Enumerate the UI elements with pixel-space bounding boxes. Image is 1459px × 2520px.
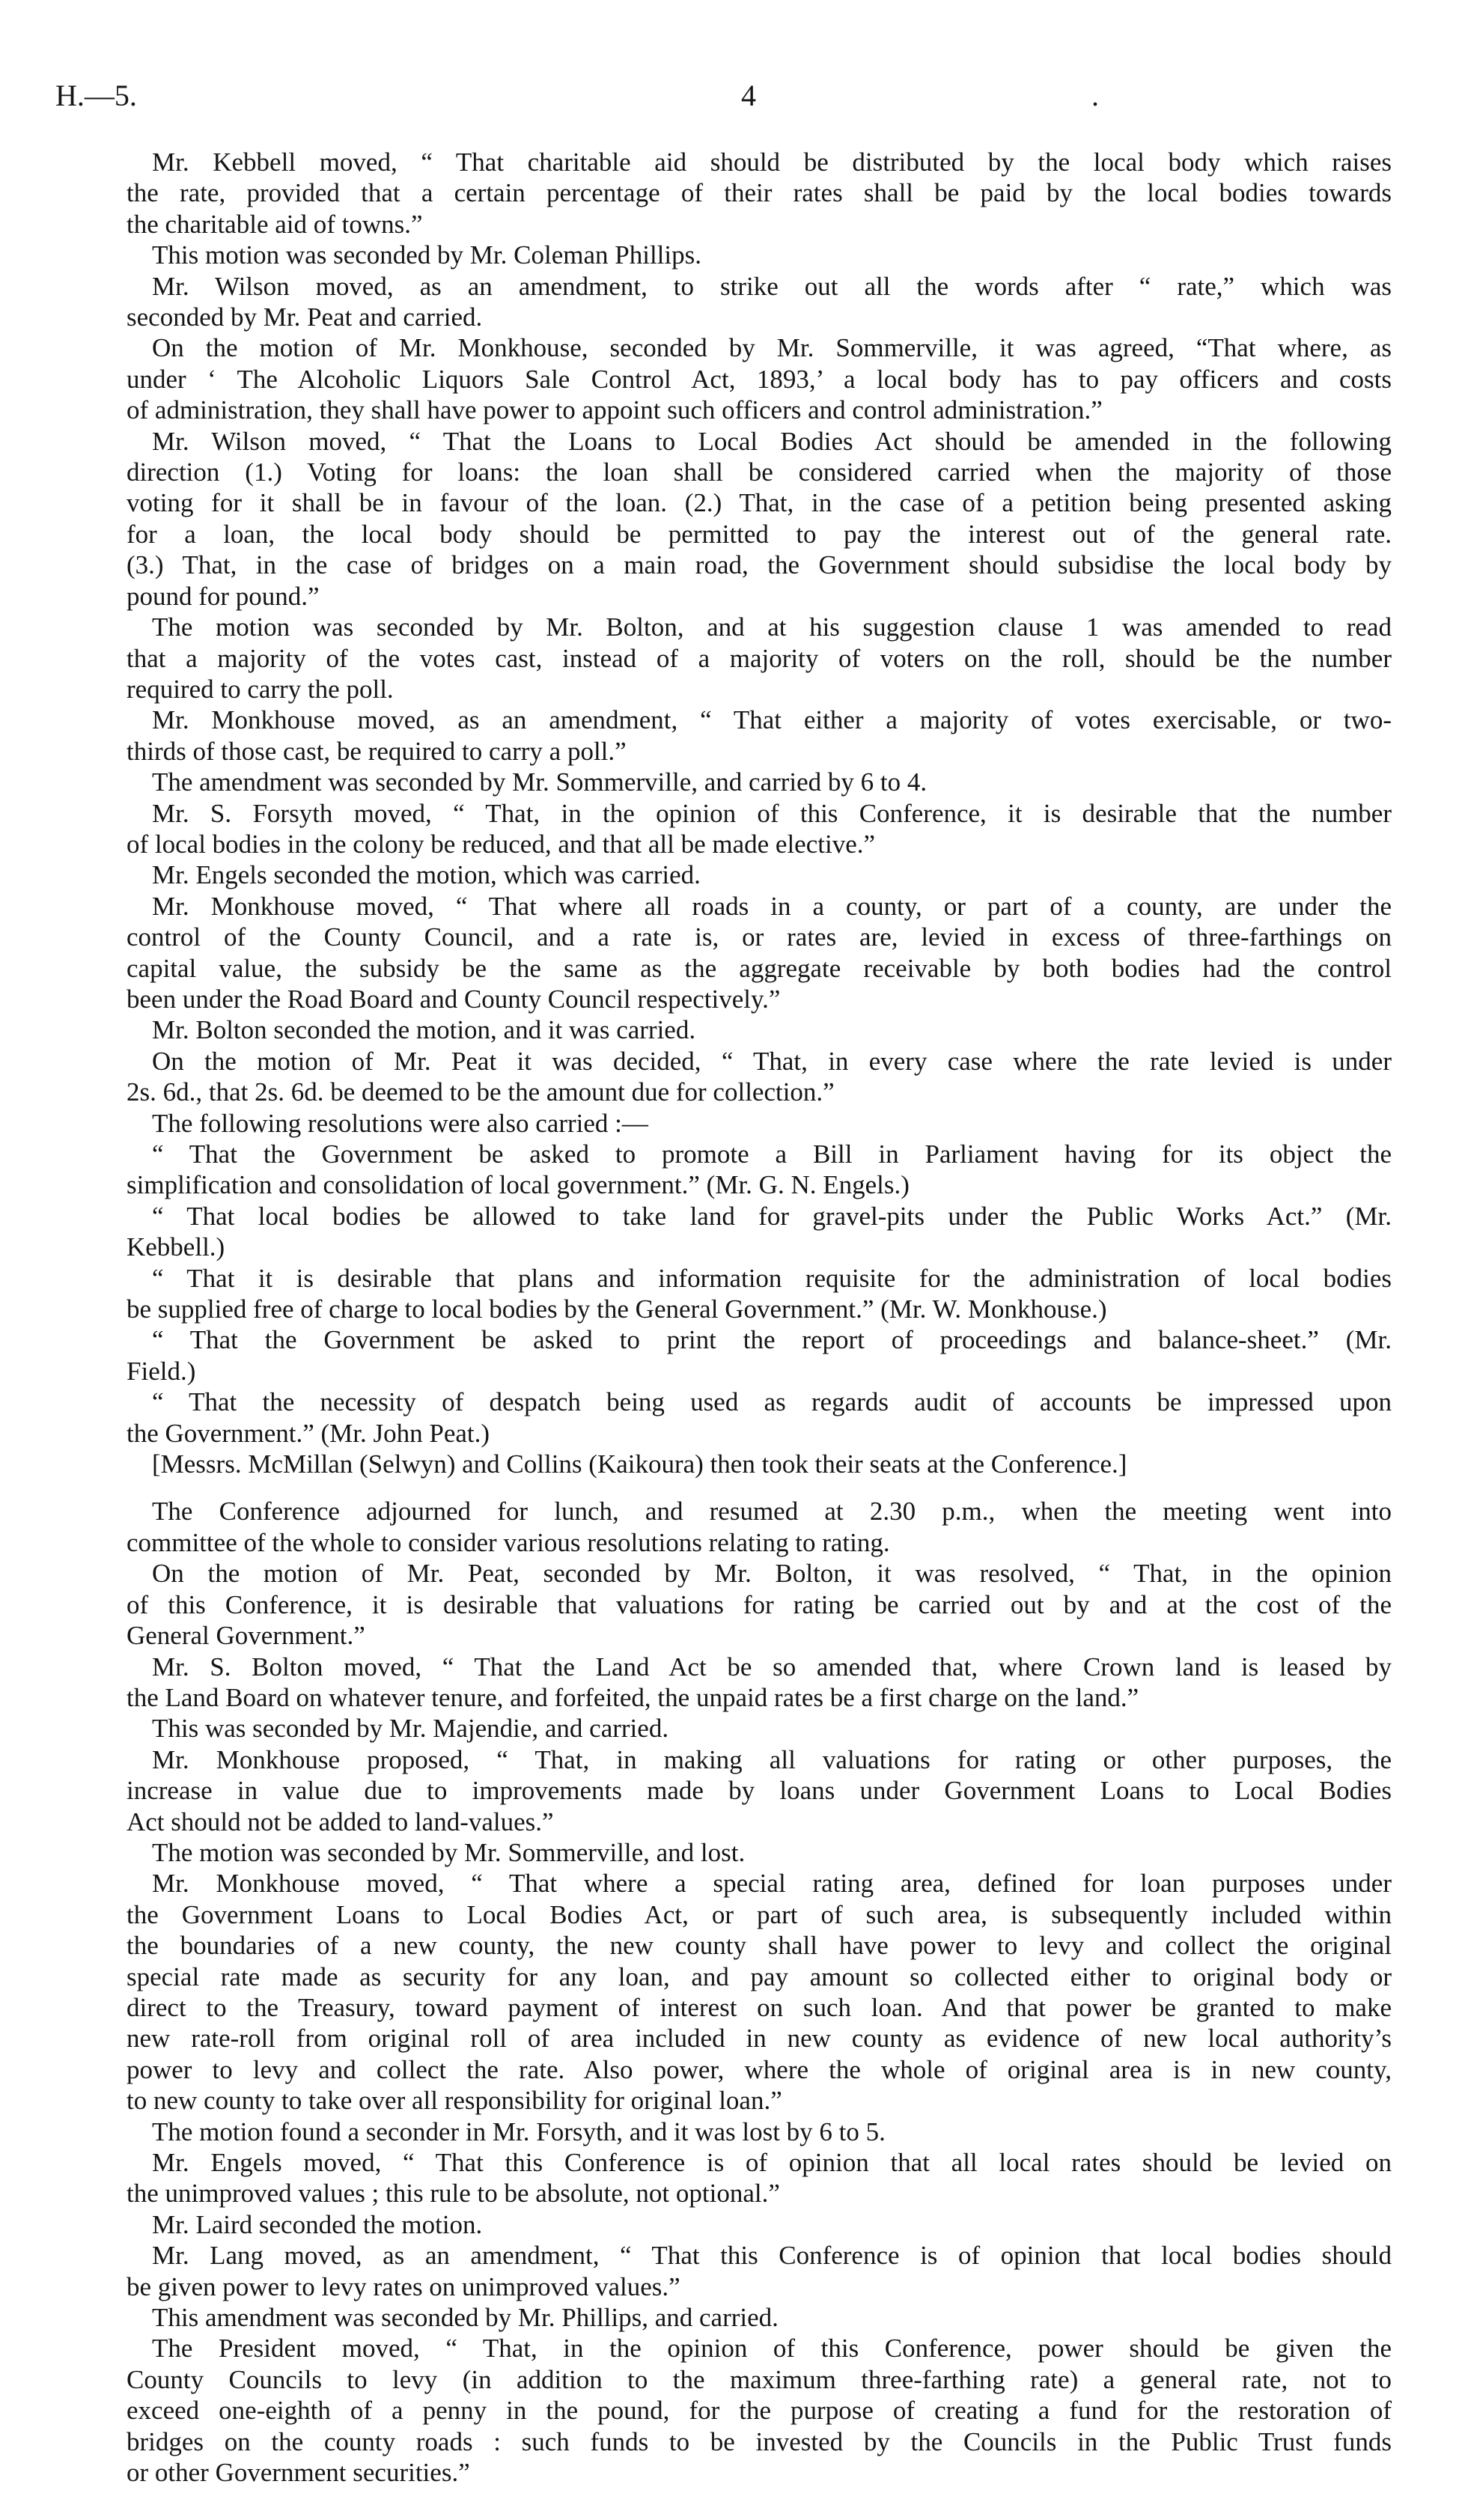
paragraph <box>127 798 1392 860</box>
text-line: or other Government securities.” <box>127 2458 470 2488</box>
text-line: “ That the Government be asked to promote a Bill in Parliament having for its object the <box>152 1139 1392 1169</box>
text-line: be supplied free of charge to local bodies by the General Government.” (Mr. W. Monkhouse.) <box>127 1294 1107 1324</box>
text-line: new rate-roll from original roll of area included in new county as evidence of new local authority’s <box>127 2024 1392 2054</box>
text-line: The motion was seconded by Mr. Bolton, and at his suggestion clause 1 was amended to read <box>152 612 1392 642</box>
text-line: General Government.” <box>127 1621 365 1651</box>
paragraph <box>127 1744 1392 1837</box>
text-line: direction (1.) Voting for loans: the loan shall be considered carried when the majority of those <box>127 457 1392 487</box>
text-line: of administration, they shall have power to appoint such officers and control administration.” <box>127 395 1103 425</box>
paragraph <box>127 1201 1392 1263</box>
text-line: to new county to take over all responsibility for original loan.” <box>127 2086 782 2116</box>
text-line: On the motion of Mr. Monkhouse, seconded by Mr. Sommerville, it was agreed, “That where, as <box>152 333 1392 363</box>
paragraph <box>127 859 1392 890</box>
text-line: The motion found a seconder in Mr. Forsyth, and it was lost by 6 to 5. <box>152 2116 886 2146</box>
text-line: Kebbell.) <box>127 1232 225 1262</box>
text-line: Mr. Wilson moved, as an amendment, to strike out all the words after “ rate,” which was <box>152 271 1392 301</box>
header-mark: . <box>1091 79 1099 112</box>
paragraph <box>127 1652 1392 1714</box>
paragraph <box>127 1558 1392 1651</box>
text-line: the rate, provided that a certain percentage of their rates shall be paid by the local bodies towards <box>127 178 1392 208</box>
text-line: direct to the Treasury, toward payment of interest on such loan. And that power be granted to make <box>127 1992 1392 2022</box>
text-line: Mr. Engels moved, “ That this Conference is of opinion that all local rates should be levied on <box>152 2148 1392 2177</box>
paragraph <box>127 426 1392 612</box>
text-line: bridges on the county roads : such funds to be invested by the Councils in the Public Trust funds <box>127 2426 1392 2456</box>
paragraph <box>127 1324 1392 1387</box>
text-line: The amendment was seconded by Mr. Sommerville, and carried by 6 to 4. <box>152 767 928 797</box>
text-line: the Government.” (Mr. John Peat.) <box>127 1418 490 1448</box>
text-line: Act should not be added to land-values.” <box>127 1807 554 1836</box>
paragraph <box>127 1713 1392 1744</box>
paragraph <box>127 240 1392 270</box>
text-line: of this Conference, it is desirable that valuations for rating be carried out by and at the cost of the <box>127 1589 1392 1619</box>
text-line: Mr. Engels seconded the motion, which was carried. <box>152 860 701 890</box>
paragraph <box>127 704 1392 767</box>
text-line: required to carry the poll. <box>127 674 394 704</box>
text-line: Mr. Laird seconded the motion. <box>152 2209 483 2239</box>
text-line: the unimproved values ; this rule to be absolute, not optional.” <box>127 2179 780 2209</box>
text-line: Mr. Monkhouse proposed, “ That, in making all valuations for rating or other purposes, the <box>152 1744 1392 1774</box>
text-line: voting for it shall be in favour of the loan. (2.) That, in the case of a petition being presented asking <box>127 488 1392 518</box>
text-line: pound for pound.” <box>127 581 320 611</box>
text-line: the charitable aid of towns.” <box>127 209 423 239</box>
text-line: Mr. Monkhouse moved, “ That where a special rating area, defined for loan purposes under <box>152 1869 1392 1899</box>
text-line: This was seconded by Mr. Majendie, and carried. <box>152 1714 669 1744</box>
document-reference: H.—5. <box>55 79 137 112</box>
text-line: control of the County Council, and a rate is, or rates are, levied in excess of three-farthings on <box>127 922 1392 952</box>
text-line: “ That the Government be asked to print the report of proceedings and balance-sheet.” (Mr. <box>152 1325 1392 1355</box>
text-line: Mr. Monkhouse moved, “ That where all roads in a county, or part of a county, are under the <box>152 891 1392 921</box>
text-line: The President moved, “ That, in the opinion of this Conference, power should be given the <box>152 2334 1392 2364</box>
paragraph <box>127 1014 1392 1045</box>
paragraph <box>127 767 1392 797</box>
paragraph <box>127 1868 1392 2116</box>
text-line: be given power to levy rates on unimproved values.” <box>127 2271 680 2301</box>
text-line: simplification and consolidation of local government.” (Mr. G. N. Engels.) <box>127 1170 910 1200</box>
text-line: Mr. Monkhouse moved, as an amendment, “ That either a majority of votes exercisable, or two- <box>152 705 1392 735</box>
paragraph <box>127 1387 1392 1449</box>
text-line: “ That it is desirable that plans and information requisite for the administration of local bodies <box>152 1263 1392 1293</box>
text-line: Field.) <box>127 1356 196 1386</box>
text-line: The following resolutions were also carried :— <box>152 1108 648 1138</box>
text-line: “ That local bodies be allowed to take land for gravel-pits under the Public Works Act.” (Mr. <box>152 1201 1392 1231</box>
text-line: Mr. Lang moved, as an amendment, “ That this Conference is of opinion that local bodies should <box>152 2241 1392 2271</box>
text-line: (3.) That, in the case of bridges on a main road, the Government should subsidise the local body by <box>127 550 1392 580</box>
text-line: capital value, the subsidy be the same as the aggregate receivable by both bodies had the control <box>127 953 1392 983</box>
text-line: the boundaries of a new county, the new county shall have power to levy and collect the original <box>127 1931 1392 1961</box>
paragraph <box>127 147 1392 240</box>
text-line: Mr. S. Bolton moved, “ That the Land Act be so amended that, where Crown land is leased by <box>152 1652 1392 1681</box>
paragraph <box>127 891 1392 1015</box>
paragraph <box>127 1837 1392 1868</box>
paragraph <box>127 1139 1392 1201</box>
text-line: exceed one-eighth of a penny in the pound, for the purpose of creating a fund for the restoration of <box>127 2396 1392 2426</box>
text-line: the Land Board on whatever tenure, and forfeited, the unpaid rates be a first charge on the land.” <box>127 1682 1139 1712</box>
document-body <box>127 147 1392 2488</box>
page-number: 4 <box>741 79 756 112</box>
paragraph <box>127 2116 1392 2147</box>
text-line: that a majority of the votes cast, instead of a majority of voters on the roll, should be the number <box>127 643 1392 673</box>
text-line: power to levy and collect the rate. Also power, where the whole of original area is in new county, <box>127 2054 1392 2084</box>
text-line: seconded by Mr. Peat and carried. <box>127 302 483 332</box>
paragraph <box>127 1263 1392 1325</box>
text-line: [Messrs. McMillan (Selwyn) and Collins (Kaikoura) then took their seats at the Conference.] <box>152 1449 1127 1479</box>
text-line: The motion was seconded by Mr. Sommerville, and lost. <box>152 1837 746 1867</box>
paragraph <box>127 1046 1392 1108</box>
text-line: County Councils to levy (in addition to the maximum three-farthing rate) a general rate, not to <box>127 2364 1392 2394</box>
paragraph <box>127 1496 1392 1558</box>
text-line: the Government Loans to Local Bodies Act, or part of such area, is subsequently included within <box>127 1899 1392 1929</box>
paragraph <box>127 612 1392 704</box>
text-line: been under the Road Board and County Council respectively.” <box>127 984 781 1014</box>
text-line: The Conference adjourned for lunch, and resumed at 2.30 p.m., when the meeting went into <box>152 1497 1392 1527</box>
text-line: increase in value due to improvements made by loans under Government Loans to Local Bodies <box>127 1776 1392 1806</box>
text-line: Mr. Wilson moved, “ That the Loans to Local Bodies Act should be amended in the following <box>152 426 1392 456</box>
text-line: Mr. Kebbell moved, “ That charitable aid should be distributed by the local body which raises <box>152 147 1392 177</box>
text-line: On the motion of Mr. Peat, seconded by Mr. Bolton, it was resolved, “ That, in the opinion <box>152 1559 1392 1589</box>
text-line: under ‘ The Alcoholic Liquors Sale Control Act, 1893,’ a local body has to pay officers and costs <box>127 364 1392 394</box>
paragraph <box>127 2147 1392 2209</box>
paragraph <box>127 2240 1392 2302</box>
text-line: “ That the necessity of despatch being used as regards audit of accounts be impressed upon <box>152 1387 1392 1417</box>
paragraph <box>127 2333 1392 2488</box>
text-line: This motion was seconded by Mr. Coleman Phillips. <box>152 240 701 270</box>
text-line: On the motion of Mr. Peat it was decided, “ That, in every case where the rate levied is under <box>152 1046 1392 1076</box>
text-line: 2s. 6d., that 2s. 6d. be deemed to be the amount due for collection.” <box>127 1077 835 1107</box>
paragraph <box>127 271 1392 333</box>
text-line: Mr. Bolton seconded the motion, and it was carried. <box>152 1015 696 1045</box>
text-line: for a loan, the local body should be permitted to pay the interest out of the general rate. <box>127 519 1392 549</box>
text-line: of local bodies in the colony be reduced, and that all be made elective.” <box>127 829 876 859</box>
paragraph <box>127 1449 1392 1479</box>
paragraph <box>127 332 1392 425</box>
text-line: This amendment was seconded by Mr. Phillips, and carried. <box>152 2303 779 2333</box>
paragraph <box>127 2209 1392 2240</box>
paragraph <box>127 1108 1392 1139</box>
text-line: special rate made as security for any loan, and pay amount so collected either to original body or <box>127 1961 1392 1991</box>
paragraph <box>127 2302 1392 2333</box>
text-line: thirds of those cast, be required to carry a poll.” <box>127 736 627 766</box>
text-line: committee of the whole to consider various resolutions relating to rating. <box>127 1527 890 1557</box>
text-line: Mr. S. Forsyth moved, “ That, in the opinion of this Conference, it is desirable that the number <box>152 798 1392 828</box>
